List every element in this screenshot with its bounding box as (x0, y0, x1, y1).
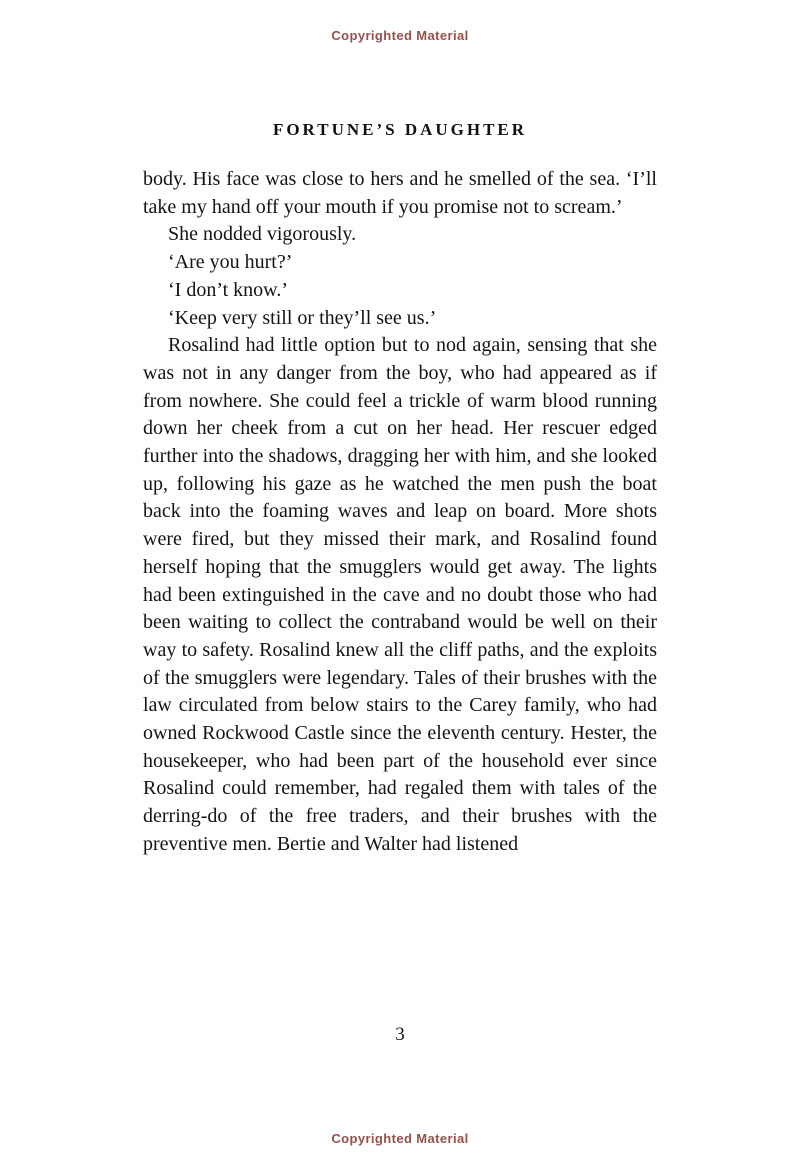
page-number: 3 (395, 1024, 405, 1045)
paragraph-continuation: body. His face was close to hers and he smelled of the sea. ‘I’ll take my hand off your mouth if you promise not to scream.’ (143, 168, 657, 218)
body-text (143, 166, 657, 859)
copyright-notice-top: Copyrighted Material (331, 28, 469, 43)
running-header-title: FORTUNE’S DAUGHTER (272, 120, 528, 139)
copyright-notice-bottom: Copyrighted Material (331, 1131, 469, 1146)
paragraph: Rosalind had little option but to nod again, sensing that she was not in any danger from the boy, who had appeared as if from nowhere. She could feel a trickle of warm blood running down her cheek from a cut on her head. Her rescuer edged further into the shadows, dragging her with him, and she looked up, following his gaze as he watched the men push the boat back into the foaming waves and leap on board. More shots were fired, but they missed their mark, and Rosalind found herself hoping that the smugglers would get away. The lights had been extinguished in the cave and no doubt those who had been waiting to collect the contraband would be well on their way to safety. Rosalind knew all the cliff paths, and the exploits of the smugglers were legendary. Tales of their brushes with the law circulated from below stairs to the Carey family, who had owned Rockwood Castle since the eleventh century. Hester, the housekeeper, who had been part of the household ever since Rosalind could remember, had regaled them with tales of the derring-do of the free traders, and their brushes with the preventive men. Bertie and Walter had listened (143, 334, 657, 855)
paragraph-dialogue: ‘Keep very still or they’ll see us.’ (168, 306, 437, 329)
paragraph-dialogue: ‘I don’t know.’ (168, 278, 288, 301)
paragraph-dialogue: ‘Are you hurt?’ (168, 251, 293, 274)
paragraph: She nodded vigorously. (168, 223, 357, 246)
